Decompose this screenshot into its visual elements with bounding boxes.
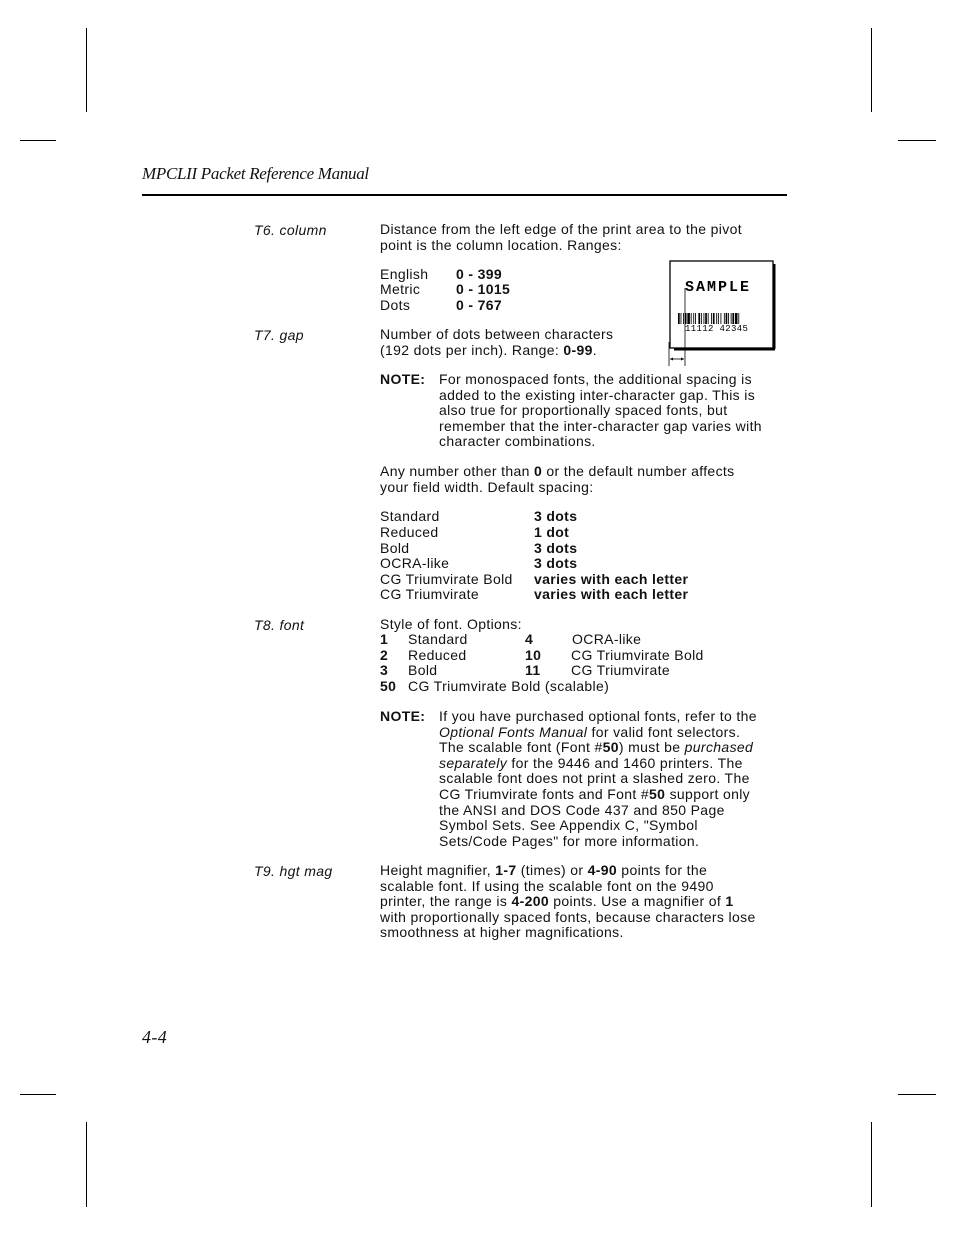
spacing-value: 1 dot	[534, 524, 570, 540]
t6-description: Distance from the left edge of the print area to the pivot point is the column location. Ranges:	[380, 221, 742, 253]
t7-description: Number of dots between characters (192 dots per inch). Range: 0-99.	[380, 326, 614, 358]
range-value: 0 - 399	[456, 266, 503, 282]
t7-paragraph: Any number other than 0 or the default number affects your field width. Default spacing:	[380, 463, 735, 495]
option-name: CG Triumvirate	[571, 662, 671, 678]
option-number: 4	[525, 631, 534, 647]
barcode-bar	[691, 313, 692, 324]
spacing-value: 3 dots	[534, 555, 578, 571]
barcode-digits: 11112 42345	[685, 324, 749, 334]
barcode-bar	[687, 313, 690, 324]
barcode-bar	[701, 313, 702, 324]
barcode-bar	[718, 313, 719, 324]
barcode-bar	[711, 313, 712, 324]
option-name: CG Triumvirate Bold	[571, 647, 704, 663]
spacing-value: varies with each letter	[534, 571, 689, 587]
param-label-t9: T9. hgt mag	[254, 863, 333, 879]
spacing-value: 3 dots	[534, 508, 578, 524]
barcode-bar	[695, 313, 696, 324]
header-rule	[142, 194, 787, 196]
sample-word: SAMPLE	[685, 279, 752, 296]
option-name: Reduced	[408, 647, 467, 663]
param-label-t6: T6. column	[254, 222, 327, 238]
barcode-bar	[678, 313, 680, 324]
spacing-value: 3 dots	[534, 540, 578, 556]
barcode-bar	[713, 313, 715, 324]
barcode-bar	[724, 313, 725, 324]
option-name: Bold	[408, 662, 438, 678]
option-number: 11	[525, 662, 541, 678]
option-name: Standard	[408, 631, 468, 647]
crop-mark	[20, 140, 56, 141]
option-number: 10	[525, 647, 542, 663]
barcode-bar	[732, 313, 734, 324]
crop-mark	[86, 1122, 87, 1207]
option-number: 3	[380, 662, 389, 678]
barcode-bar	[693, 313, 694, 324]
spacing-font: OCRA-like	[380, 555, 450, 571]
option-number: 50	[380, 678, 397, 694]
sample-label-figure	[667, 258, 779, 368]
range-name: English	[380, 266, 429, 282]
spacing-value: varies with each letter	[534, 586, 689, 602]
running-header: MPCLII Packet Reference Manual	[142, 164, 369, 183]
spacing-font: Standard	[380, 508, 440, 524]
range-value: 0 - 1015	[456, 281, 511, 297]
barcode-bar	[681, 313, 682, 324]
t8-intro: Style of font. Options:	[380, 616, 522, 632]
barcode-bar	[738, 313, 739, 324]
barcode-bar	[721, 313, 722, 324]
t8-note: If you have purchased optional fonts, refer to the Optional Fonts Manual for valid font selectors. The scalable font (Font #50) must be purchased separately for the 9446 and 1460 printers. The scalable font does not print a slashed zero. The CG Triumvirate fonts and Font #50 support only the ANSI and DOS Code 437 and 850 Page Symbol Sets. See Appendix C, "Symbol Sets/Code Pages" for more information.	[439, 708, 757, 849]
option-number: 1	[380, 631, 389, 647]
spacing-font: Bold	[380, 540, 410, 556]
range-value: 0 - 767	[456, 297, 503, 313]
range-name: Dots	[380, 297, 411, 313]
crop-mark	[86, 28, 87, 112]
range-name: Metric	[380, 281, 421, 297]
barcode-bar	[683, 313, 684, 324]
barcode-bar	[708, 313, 709, 324]
param-label-t8: T8. font	[254, 617, 305, 633]
option-name: OCRA-like	[572, 631, 642, 647]
crop-mark	[871, 28, 872, 112]
crop-mark	[871, 1122, 872, 1207]
note-label: NOTE:	[380, 371, 426, 387]
barcode-bar	[698, 313, 700, 324]
param-label-t7: T7. gap	[254, 327, 304, 343]
barcode-bar	[731, 313, 732, 324]
t7-note: For monospaced fonts, the additional spacing is added to the existing inter-character gap. This is also true for proportionally spaced fonts, but remember that the inter-character gap varies with character combinations.	[439, 371, 762, 450]
option-name: CG Triumvirate Bold (scalable)	[408, 678, 610, 694]
spacing-font: CG Triumvirate Bold	[380, 571, 513, 587]
spacing-font: CG Triumvirate	[380, 586, 480, 602]
barcode-bar	[728, 313, 729, 324]
spacing-font: Reduced	[380, 524, 439, 540]
option-number: 2	[380, 647, 389, 663]
note-label: NOTE:	[380, 708, 426, 724]
crop-mark	[898, 1094, 936, 1095]
crop-mark	[20, 1094, 56, 1095]
barcode-bar	[705, 313, 707, 324]
barcode-bar	[726, 313, 728, 324]
crop-mark	[898, 140, 936, 141]
barcode-bar	[704, 313, 705, 324]
page-number: 4-4	[142, 1027, 168, 1047]
barcode-bar	[716, 313, 717, 324]
t9-description: Height magnifier, 1-7 (times) or 4-90 points for the scalable font. If using the scalable font on the 9490 printer, the range is 4-200 points. Use a magnifier of 1 with proportionally spaced fonts, because characters lose smoothness at higher magnifications.	[380, 862, 756, 941]
barcode-bar	[735, 313, 738, 324]
